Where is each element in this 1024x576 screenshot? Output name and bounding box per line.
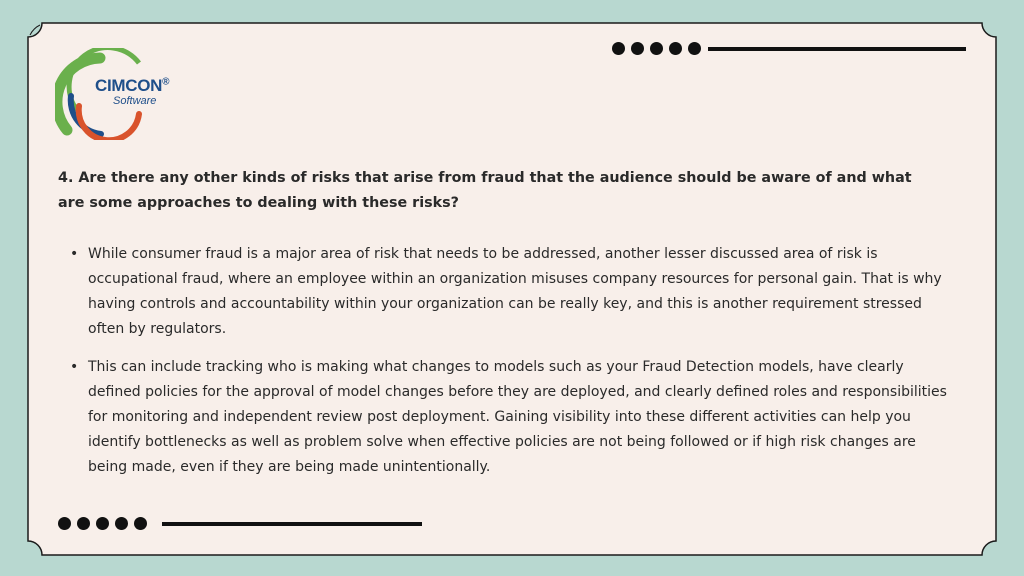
bullet-text: While consumer fraud is a major area of risk that needs to be addressed, another lesser discussed area of risk is occupational fraud, where an employee within an organization misuses company resources for personal gain. That is why having controls and accountability within your organization can be really key, and this is another requirement stressed often by regulators.: [88, 246, 942, 337]
decoration-dot: [58, 517, 71, 530]
decoration-dot: [631, 42, 644, 55]
list-item: [70, 355, 950, 480]
answer-list: [70, 242, 950, 493]
cimcon-logo: [55, 48, 195, 140]
bottom-decoration: [58, 517, 428, 531]
logo-brand-name: CIMCON®: [95, 76, 170, 95]
logo-sub-name: Software: [113, 95, 157, 107]
question-heading: 4. Are there any other kinds of risks that arise from fraud that the audience should be aware of and what are some approaches to dealing with these risks?: [58, 170, 912, 211]
decoration-dot: [77, 517, 90, 530]
bullet-text: This can include tracking who is making what changes to models such as your Fraud Detection models, have clearly defined policies for the approval of model changes before they are deployed, and clearly defined roles and responsibilities for monitoring and independent review post deployment. Gaining visibility into these different activities can help you identify bottlenecks as well as problem solve when effective policies are not being followed or if high risk changes are being made, even if they are being made unintentionally.: [88, 359, 947, 475]
bullet-icon: •: [70, 359, 79, 375]
list-item: [70, 242, 950, 342]
decoration-dot: [669, 42, 682, 55]
decoration-dot: [96, 517, 109, 530]
decoration-dot: [115, 517, 128, 530]
bullet-icon: •: [70, 246, 79, 262]
decoration-dot: [134, 517, 147, 530]
top-decoration: [612, 42, 972, 56]
decoration-dot: [688, 42, 701, 55]
decoration-line: [708, 47, 966, 51]
decoration-line: [162, 522, 422, 526]
decoration-dot: [612, 42, 625, 55]
decoration-dot: [650, 42, 663, 55]
